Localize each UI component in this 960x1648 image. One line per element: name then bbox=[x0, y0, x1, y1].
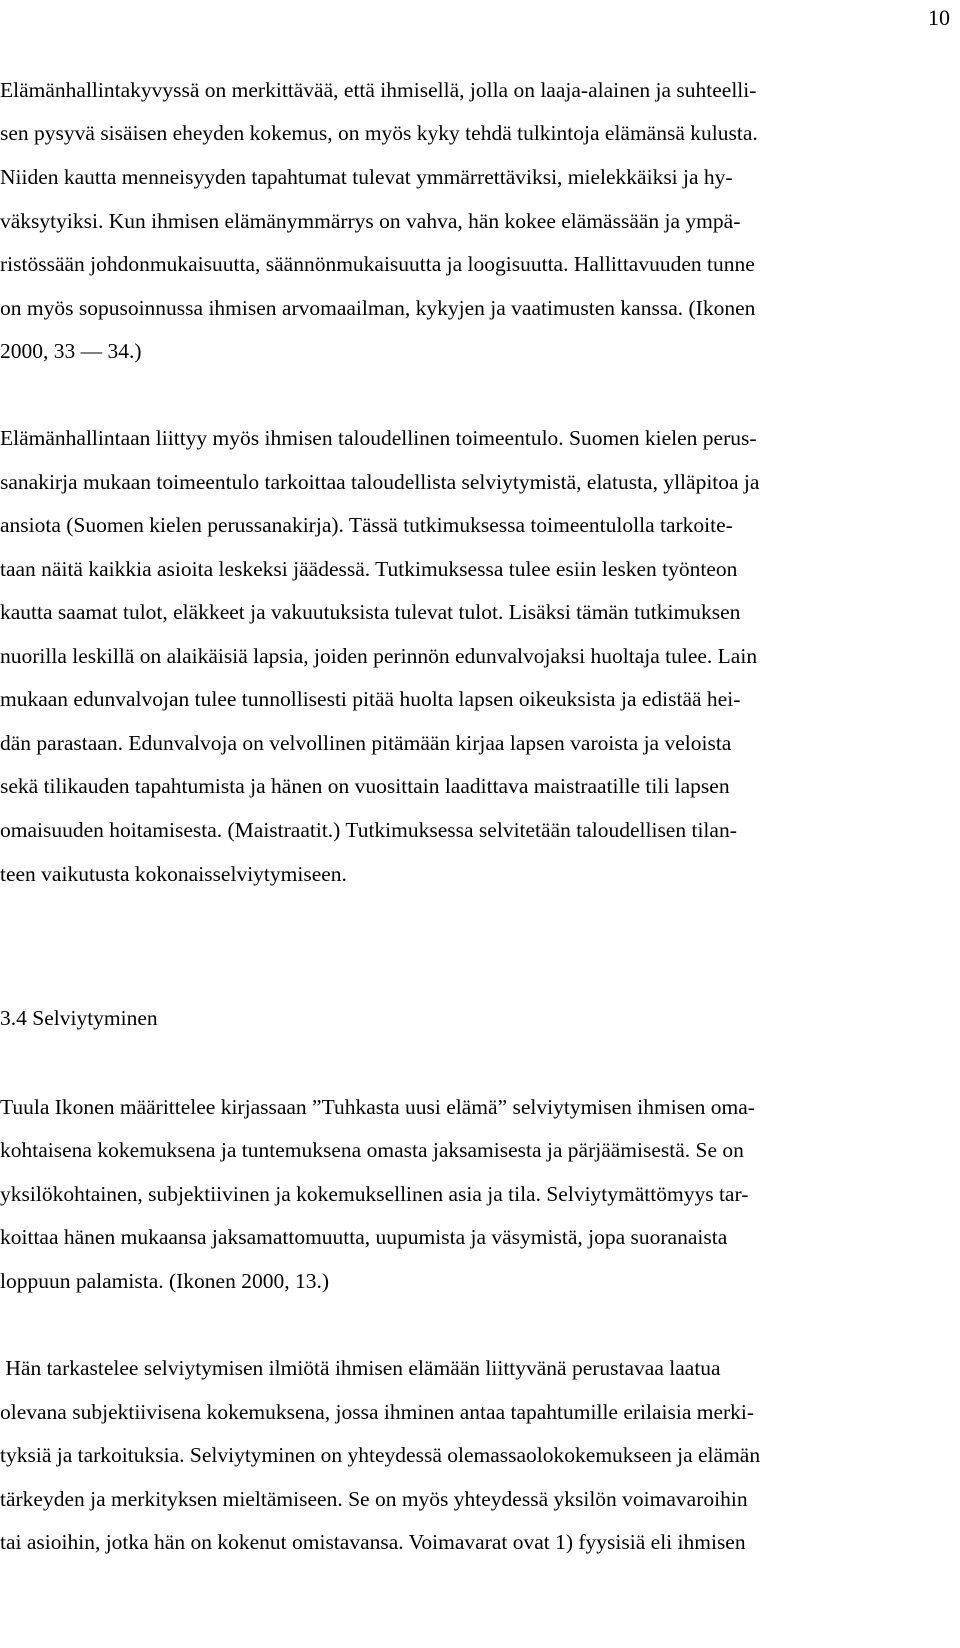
text-line: tyksiä ja tarkoituksia. Selviytyminen on yhteydessä olemassaolokokemukseen ja elämän bbox=[0, 1443, 761, 1467]
text-line: sanakirja mukaan toimeentulo tarkoittaa taloudellista selviytymistä, elatusta, ylläpitoa ja bbox=[0, 470, 760, 494]
text-line: taan näitä kaikkia asioita leskeksi jäädessä. Tutkimuksessa tulee esiin lesken työnteon bbox=[0, 557, 738, 581]
text-line: Elämänhallintakyvyssä on merkittävää, että ihmisellä, jolla on laaja-alainen ja suhteelli- bbox=[0, 78, 757, 102]
text-line: olevana subjektiivisena kokemuksena, jossa ihminen antaa tapahtumille erilaisia merki- bbox=[0, 1400, 755, 1424]
text-line: sen pysyvä sisäisen eheyden kokemus, on myös kyky tehdä tulkintoja elämänsä kulusta. bbox=[0, 121, 758, 145]
text-line: nuorilla leskillä on alaikäisiä lapsia, joiden perinnön edunvalvojaksi huoltaja tulee. Lain bbox=[0, 644, 758, 668]
text-line: väksytyiksi. Kun ihmisen elämänymmärrys on vahva, hän kokee elämässään ja ympä- bbox=[0, 209, 741, 233]
text-line: on myös sopusoinnussa ihmisen arvomaailman, kykyjen ja vaatimusten kanssa. (Ikonen bbox=[0, 296, 756, 320]
text-line: koittaa hänen mukaansa jaksamattomuutta, uupumista ja väsymistä, jopa suoranaista bbox=[0, 1225, 728, 1249]
text-line: kohtaisena kokemuksena ja tuntemuksena omasta jaksamisesta ja pärjäämisestä. Se on bbox=[0, 1138, 744, 1162]
text-line: 2000, 33 — 34.) bbox=[0, 339, 142, 363]
text-line: teen vaikutusta kokonaisselviytymiseen. bbox=[0, 862, 347, 886]
text-line: loppuun palamista. (Ikonen 2000, 13.) bbox=[0, 1269, 330, 1293]
text-line: Elämänhallintaan liittyy myös ihmisen taloudellinen toimeentulo. Suomen kielen perus- bbox=[0, 426, 757, 450]
text-line: Hän tarkastelee selviytymisen ilmiötä ihmisen elämään liittyvänä perustavaa laatua bbox=[0, 1356, 721, 1380]
text-line: kautta saamat tulot, eläkkeet ja vakuutuksista tulevat tulot. Lisäksi tämän tutkimuksen bbox=[0, 600, 741, 624]
text-line: tai asioihin, jotka hän on kokenut omistavansa. Voimavarat ovat 1) fyysisiä eli ihmisen bbox=[0, 1530, 746, 1554]
text-line: yksilökohtainen, subjektiivinen ja kokemuksellinen asia ja tila. Selviytymättömyys tar- bbox=[0, 1182, 749, 1206]
text-line: dän parastaan. Edunvalvoja on velvollinen pitämään kirjaa lapsen varoista ja veloista bbox=[0, 731, 732, 755]
section-heading: 3.4 Selviytyminen bbox=[0, 1006, 158, 1030]
text-line: Tuula Ikonen määrittelee kirjassaan ”Tuhkasta uusi elämä” selviytymisen ihmisen oma- bbox=[0, 1095, 755, 1119]
text-line: Niiden kautta menneisyyden tapahtumat tulevat ymmärrettäviksi, mielekkäiksi ja hy- bbox=[0, 165, 733, 189]
text-line: mukaan edunvalvojan tulee tunnollisesti pitää huolta lapsen oikeuksista ja edistää hei- bbox=[0, 687, 741, 711]
text-line: ristössään johdonmukaisuutta, säännönmukaisuutta ja loogisuutta. Hallittavuuden tunne bbox=[0, 252, 755, 276]
page-number: 10 bbox=[928, 5, 950, 30]
text-line: sekä tilikauden tapahtumista ja hänen on vuosittain laadittava maistraatille tili lapsen bbox=[0, 774, 730, 798]
text-line: tärkeyden ja merkityksen mieltämiseen. Se on myös yhteydessä yksilön voimavaroihin bbox=[0, 1487, 748, 1511]
text-line: ansiota (Suomen kielen perussanakirja). Tässä tutkimuksessa toimeentulolla tarkoite- bbox=[0, 513, 733, 537]
text-line: omaisuuden hoitamisesta. (Maistraatit.) Tutkimuksessa selvitetään taloudellisen tilan- bbox=[0, 818, 737, 842]
